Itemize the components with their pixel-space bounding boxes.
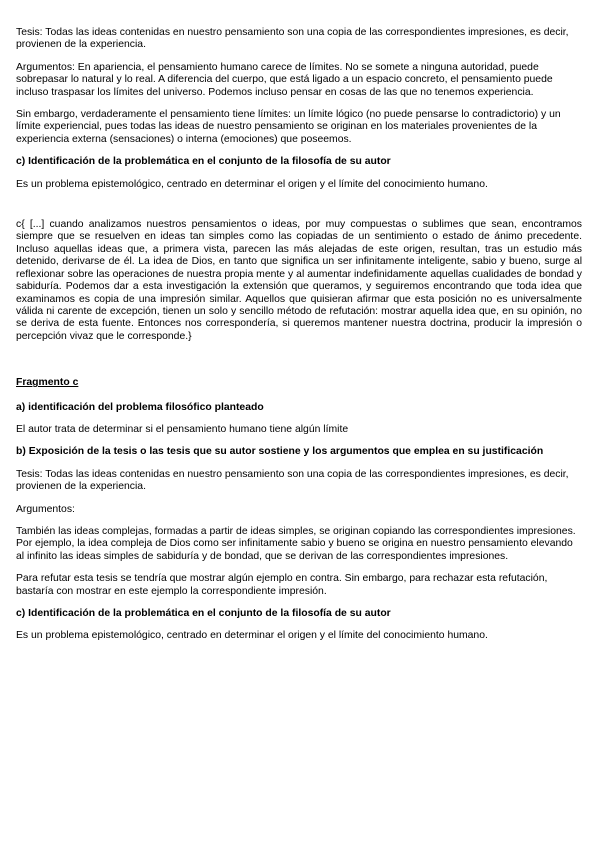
refutar-paragraph: Para refutar esta tesis se tendría que mostrar algún ejemplo en contra. Sin embargo, para rechazar esta refutación, bastaría con mostrar en este ejemplo la correspondiente impresión.	[16, 573, 548, 597]
fragment-problema-c-paragraph: Es un problema epistemológico, centrado en determinar el origen y el límite del conocimiento humano.	[16, 630, 488, 642]
fragment-title: Fragmento c	[16, 377, 79, 389]
section-heading-a: a) identificación del problema filosófico planteado	[16, 401, 264, 413]
argumentos-label: Argumentos:	[16, 503, 75, 515]
document-page	[16, 27, 582, 643]
problema-a-paragraph: El autor trata de determinar si el pensamiento humano tiene algún límite	[16, 423, 349, 435]
tesis-paragraph: Tesis: Todas las ideas contenidas en nuestro pensamiento son una copia de las correspondientes impresiones, es decir, provienen de la experiencia.	[16, 27, 569, 51]
tambien-paragraph: También las ideas complejas, formadas a partir de ideas simples, se originan copiando las correspondientes impresiones. Por ejemplo, la idea compleja de Dios como ser infinitamente sabio y bueno se origina en nuestro pensamiento elevando al infinito las ideas simples de sabiduría y de bondad, que se derivan de las correspondientes impresiones.	[16, 525, 576, 562]
section-heading-c: c) Identificación de la problemática en el conjunto de la filosofía de su autor	[16, 156, 391, 168]
quote-paragraph: c{ [...] cuando analizamos nuestros pensamientos o ideas, por muy compuestas o sublimes que sean, encontramos siempre que se resuelven en ideas tan simples como las copiadas de un sentimiento o estado de ánimo precedente. Incluso aquellas ideas que, a primera vista, parecen las más alejadas de este origen, resultan, tras un estudio más detenido, derivarse de él. La idea de Dios, en tanto que significa un ser infinitamente inteligente, sabio y bueno, surge al reflexionar sobre las operaciones de nuestra propia mente y al aumentar indefinidamente aquellas cualidades de bondad y sabiduría. Podemos dar a esta investigación la extensión que queramos, y seguiremos encontrando que toda idea que examinamos es copia de una impresión similar. Aquellos que quisieran afirmar que esta posición no es universalmente válida ni carente de excepción, tienen un solo y sencillo método de refutación: mostrar aquella idea que, en su opinión, no se deriva de esta fuente. Entonces nos correspondería, si queremos mantener nuestra doctrina, producir la impresión o percepción vivaz que le corresponde.}	[16, 219, 582, 342]
argumentos-paragraph: Argumentos: En apariencia, el pensamiento humano carece de límites. No se somete a ninguna autoridad, puede sobrepasar lo natural y lo real. A diferencia del cuerpo, que está ligado a un espacio concreto, el pensamiento puede incluso traspasar los límites del universo. Podemos incluso pensar en cosas de las que no tenemos experiencia.	[16, 61, 553, 98]
fragment-heading-c: c) Identificación de la problemática en el conjunto de la filosofía de su autor	[16, 608, 391, 619]
fragment-tesis-paragraph: Tesis: Todas las ideas contenidas en nuestro pensamiento son una copia de las correspondientes impresiones, es decir, provienen de la experiencia.	[16, 468, 569, 493]
problema-paragraph: Es un problema epistemológico, centrado en determinar el origen y el límite del conocimiento humano.	[16, 178, 488, 190]
sin-embargo-paragraph: Sin embargo, verdaderamente el pensamiento tiene límites: un límite lógico (no puede pensarse lo contradictorio) y un límite experiencial, pues todas las ideas de nuestro pensamiento se originan en los materiales provenientes de la experiencia externa (sensaciones) o interna (emociones) que poseemos.	[16, 109, 561, 145]
section-heading-b: b) Exposición de la tesis o las tesis que su autor sostiene y los argumentos que emplea en su justificación	[16, 446, 544, 458]
